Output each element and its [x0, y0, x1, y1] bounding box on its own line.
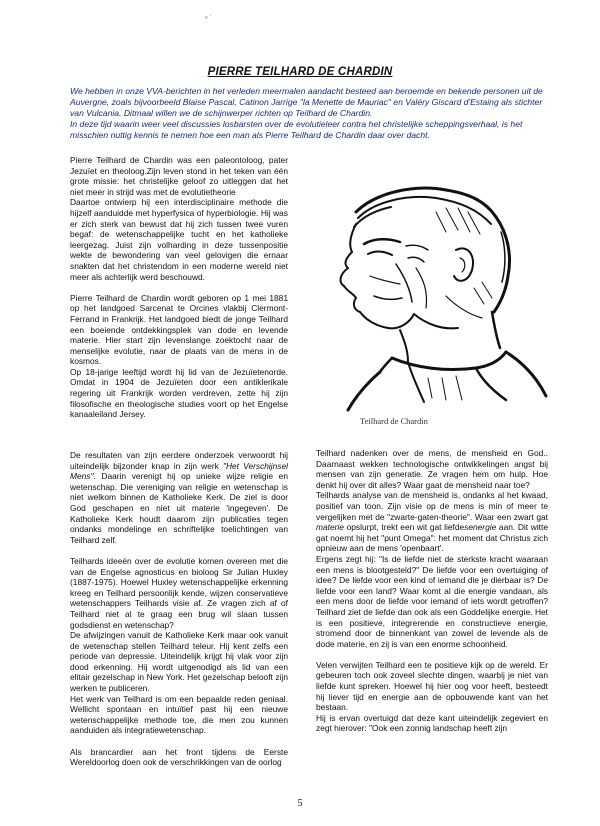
paragraph: Daartoe ontwierp hij een interdisciplinaire methode die hijzelf aanduidde met hyperfysica of hyperbiologie. Hij was er zich sterk van bewust dat hij zich tussen twee vuren begaf: de wetenschappelijke tucht en het katholieke leergezag. Juist zijn volharding in deze tussenpositie wekte de bewondering van veel gelovigen die ernaar snakten dat het christendom in een moderne wereld niet meer als achterlijk werd beschouwd. — [70, 197, 288, 282]
intro-text-2: In deze tijd waarin weer veel discussies losbarsten over de evolutieleer contra het christelijke scheppingsverhaal, is het misschien nuttig kennis te nemen hoe een man als Pierre Teilhard de Chardin daar over dacht. — [70, 119, 523, 140]
paragraph: Teilhards ideeën over de evolutie komen overeen met die van de Engelse agnosticus en bioloog Sir Julian Huxley (1887-1975). Hoewel Huxley wetenschappelijke erkenning kreeg en Teilhard persoonlijk kende, wijzen conservatieve wetenschappers Teilhards visie af. Ze vragen zich af of Teilhard niet al te graag een brug wil slaan tussen godsdienst en wetenschap? — [70, 555, 288, 630]
left-column-bottom — [70, 450, 288, 768]
book-title: "Het Verschijnsel Mens" — [70, 460, 289, 482]
text: Teilhards analyse van de mensheid is, ondanks al het kwaad, positief van toon. Zijn visie op de mens is min of meer te vergelijken met de "zwarte-gaten-theorie". Waar een zwart gat — [316, 490, 548, 522]
left-column-top — [70, 155, 288, 420]
portrait-sketch — [296, 172, 566, 412]
text: aan. Dit witte gat noemt hij het "punt Omega": het moment dat Christus zich opnieuw aan de mens 'openbaart'. — [316, 522, 548, 554]
portrait-caption: Teilhard de Chardin — [360, 416, 428, 426]
article-title: PIERRE TEILHARD DE CHARDIN — [207, 66, 393, 78]
paragraph: Als brancardier aan het front tijdens de Eerste Wereldoorlog doen ook de verschrikkingen van de oorlog — [70, 746, 288, 768]
paragraph — [316, 490, 548, 554]
text: opslurpt, trekt een wit gat liefde — [343, 522, 465, 533]
paragraph: Teilhard nadenken over de mens, de mensheid en God.. Daarnaast wekken technologische ontwikkelingen angst bij mensen van zijn generatie. Ze vragen hem om hulp. Hoe denkt hij over dit alles? Waar gaat de mensheid naar toe? — [316, 448, 548, 490]
paragraph: Hij is ervan overtuigd dat deze kant uiteindelijk zegeviert en zegt hierover: "Ook een zonnig landschap heeft zijn — [316, 712, 548, 734]
paragraph — [70, 450, 288, 545]
page-number: 5 — [297, 798, 303, 809]
paragraph: Op 18-jarige leeftijd wordt hij lid van de Jezuïetenorde. Omdat in 1904 de Jezuïeten door een antiklerikale regering uit Frankrijk worden verdreven, zette hij zijn filosofische en theologische studies voort op het Engelse kanaaleiland Jersey. — [70, 366, 288, 420]
emphasis: materie — [316, 522, 344, 533]
paragraph: Ergens zegt hij: "Is de liefde niet de sterkste kracht waaraan een mens is blootgesteld?" De liefde voor een overtuiging of idee? De liefde voor een kind of iemand die je dierbaar is? De liefde voor een land? Waar komt al die energie vandaan, als een mens door de liefde voor iemand of iets wordt getroffen? Teilhard ziet de liefde dan ook als een Goddelijke energie. Het is een positieve, integrerende en constructieve energie, stromend door de binnenkant van zowel de levende als de dode materie, en zij is van een enorme schoonheid. — [316, 553, 548, 649]
paragraph: De afwijzingen vanuit de Katholieke Kerk maar ook vanuit de wetenschap stellen Teilhard teleur. Hij kent zelfs een periode van depressie. Uiteindelijk krijgt hij vlak voor zijn dood erkenning. Hij wordt uitgenodigd als lid van een elitair gezelschap in New York. Het gezelschap belooft zijn werken te publiceren. — [70, 630, 288, 694]
text: De resultaten van zijn eerdere onderzoek verwoordt hij uiteindelijk bijzonder knap in zijn werk — [70, 450, 288, 471]
paragraph: Het werk van Teilhard is om een bepaalde reden geniaal. Wellicht spontaan en intuïtief past hij een nieuwe wetenschappelijke methode toe, die men zou kunnen aanduiden als integratiewetenschap. — [70, 693, 288, 736]
paragraph: Pierre Teilhard de Chardin wordt geboren op 1 mei 1881 op het landgoed Sarcenat te Orcines vlakbij Clermont-Ferrand in Frankrijk. Het landgoed biedt de jonge Teilhard een boeiende ontdekkingsplek van dode en levende materie. Hier start zijn levenslange zoektocht naar de menselijke evolutie, naar de plaats van de mens in de kosmos. — [70, 292, 288, 367]
right-column — [316, 448, 548, 734]
intro-paragraph — [70, 86, 550, 141]
text: . Daarin verenigt hij op unieke wijze religie en wetenschap. Die vereniging van religie en wetenschap is niet welkom binnen de Katholieke Kerk. De ziel is door God geschapen en niet uit materie 'ingegeven'. De Katholieke Kerk houdt daarom zijn publicaties tegen ondanks mondelinge en schriftelijke toelichtingen van Teilhard zelf. — [70, 471, 288, 545]
emphasis: senergie — [464, 522, 497, 533]
paragraph: Pierre Teilhard de Chardin was een paleontoloog, pater Jezuïet en theoloog.Zijn leven stond in het teken van één grote missie: het christelijke geloof zo uitleggen dat het niet meer in strijd was met de evolutietheorie — [70, 155, 288, 197]
paragraph: Velen verwijten Teilhard een te positieve kijk op de wereld. Er gebeuren toch ook zoveel slechte dingen, waarbij je niet van liefde kunt spreken. Hoewel hij hier oog voor heeft, besteedt hij liever tijd en energie aan de opbouwende kant van het bestaan. — [316, 659, 548, 713]
intro-text-1: We hebben in onze VVA-berichten in het verleden meermalen aandacht besteed aan beroemde en bekende personen uit de Auvergne, zoals bijvoorbeeld Blaise Pascal, Catinon Jarrige "la Menette de Mauriac" en Valéry Giscard d'Estaing als stichter van Vulcania. Ditmaal willen we de schijnwerper richten op Teilhard de Chardin. — [70, 86, 543, 118]
scan-mark: ᵛ ˙ — [205, 14, 213, 23]
